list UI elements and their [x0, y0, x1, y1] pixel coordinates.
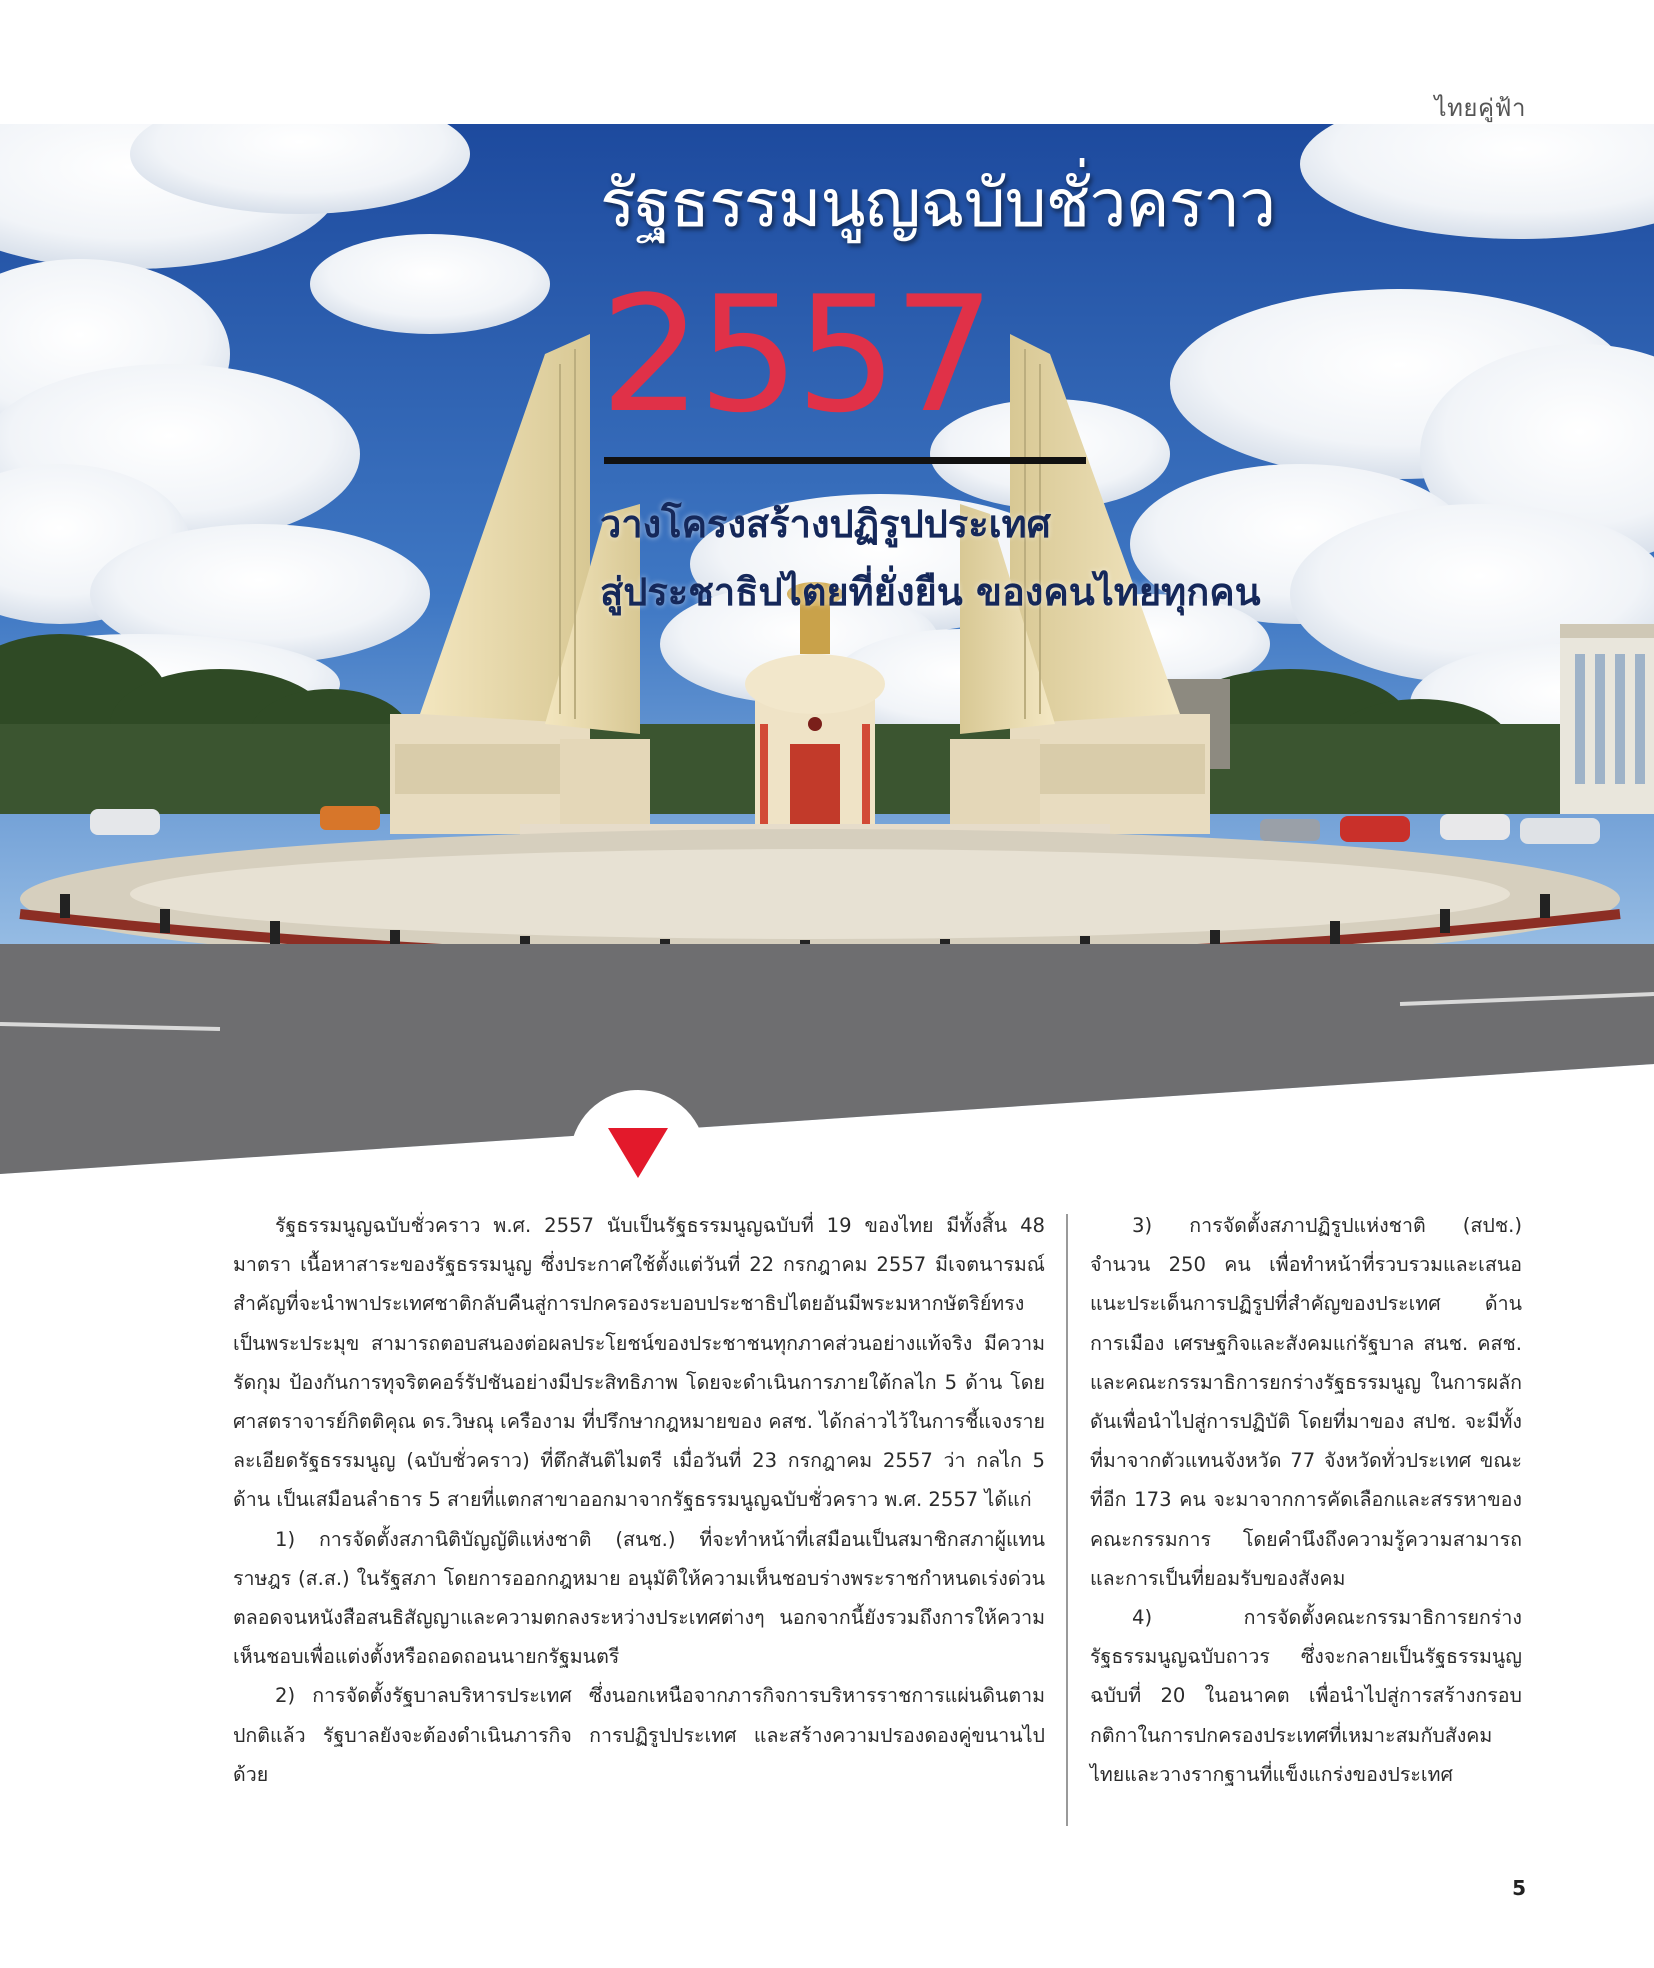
paragraph-intro: รัฐธรรมนูญฉบับชั่วคราว พ.ศ. 2557 นับเป็นรัฐธรรมนูญฉบับที่ 19 ของไทย มีทั้งสิ้น 48 มาตรา เนื้อหาสาระของรัฐธรรมนูญ ซึ่งประกาศใช้ตั้งแต่วันที่ 22 กรกฎาคม 2557 มีเจตนารมณ์สำคัญที่จะนำพาประเทศชาติกลับคืนสู่การปกครองระบอบประชาธิปไตยอันมีพระมหากษัตริย์ทรงเป็นพระประมุข สามารถตอบสนองต่อผลประโยชน์ของประชาชนทุกภาคส่วนอย่างแท้จริง มีความรัดกุม ป้องกันการทุจริตคอร์รัปชันอย่างมีประสิทธิภาพ โดยจะดำเนินการภายใต้กลไก 5 ด้าน โดย ศาสตราจารย์กิตติคุณ ดร.วิษณุ เครืองาม ที่ปรึกษากฎหมายของ คสช. ได้กล่าวไว้ในการชี้แจงรายละเอียดรัฐธรรมนูญ (ฉบับชั่วคราว) ที่ตึกสันติไมตรี เมื่อวันที่ 23 กรกฎาคม 2557 ว่า กลไก 5 ด้าน เป็นเสมือนลำธาร 5 สายที่แตกสาขาออกมาจากรัฐธรรมนูญฉบับชั่วคราว พ.ศ. 2557 ได้แก่: [233, 1214, 1045, 1512]
article-column-right: [1090, 1206, 1522, 1794]
article-column-left: [233, 1206, 1045, 1794]
column-divider: [1066, 1214, 1068, 1826]
hero-subtitle: [600, 490, 1460, 626]
title-divider: [604, 457, 1086, 464]
subtitle-line-1: วางโครงสร้างปฏิรูปประเทศ: [600, 502, 1051, 546]
hero-title: รัฐธรรมนูญฉบับชั่วคราว: [600, 165, 1276, 242]
page-number: 5: [1512, 1876, 1526, 1900]
paragraph-item-3: 3) การจัดตั้งสภาปฏิรูปแห่งชาติ (สปช.) จำนวน 250 คน เพื่อทำหน้าที่รวบรวมและเสนอแนะประเด็นการปฏิรูปที่สำคัญของประเทศ ด้านการเมือง เศรษฐกิจและสังคมแก่รัฐบาล สนช. คสช. และคณะกรรมาธิการยกร่างรัฐธรรมนูญ ในการผลักดันเพื่อนำไปสู่การปฏิบัติ โดยที่มาของ สปช. จะมีทั้งที่มาจากตัวแทนจังหวัด 77 จังหวัดทั่วประเทศ ขณะที่อีก 173 คน จะมาจากการคัดเลือกและสรรหาของคณะกรรมการ โดยคำนึงถึงความรู้ความสามารถ และการเป็นที่ยอมรับของสังคม: [1090, 1214, 1522, 1590]
paragraph-item-1: 1) การจัดตั้งสภานิติบัญญัติแห่งชาติ (สนช.) ที่จะทำหน้าที่เสมือนเป็นสมาชิกสภาผู้แทนราษฎร (ส.ส.) ในรัฐสภา โดยการออกกฎหมาย อนุมัติให้ความเห็นชอบร่างพระราชกำหนดเร่งด่วน ตลอดจนหนังสือสนธิสัญญาและความตกลงระหว่างประเทศต่างๆ นอกจากนี้ยังรวมถึงการให้ความเห็นชอบเพื่อแต่งตั้งหรือถอดถอนนายกรัฐมนตรี: [233, 1527, 1045, 1669]
paragraph-item-4: 4) การจัดตั้งคณะกรรมาธิการยกร่างรัฐธรรมนูญฉบับถาวร ซึ่งจะกลายเป็นรัฐธรรมนูญฉบับที่ 20 ในอนาคต เพื่อนำไปสู่การสร้างกรอบกติกาในการปกครองประเทศที่เหมาะสมกับสังคมไทยและวางรากฐานที่แข็งแกร่งของประเทศ: [1090, 1606, 1522, 1786]
title-block: [600, 165, 1520, 242]
section-label: ไทยคู่ฟ้า: [1434, 94, 1526, 122]
hero-year: 2557: [600, 261, 992, 448]
paragraph-item-2: 2) การจัดตั้งรัฐบาลบริหารประเทศ ซึ่งนอกเหนือจากภารกิจการบริหารราชการแผ่นดินตามปกติแล้ว รัฐบาลยังจะต้องดำเนินภารกิจ การปฏิรูปประเทศ และสร้างความปรองดองคู่ขนานไปด้วย: [233, 1684, 1045, 1786]
subtitle-line-2: สู่ประชาธิปไตยที่ยั่งยืน ของคนไทยทุกคน: [600, 570, 1261, 614]
